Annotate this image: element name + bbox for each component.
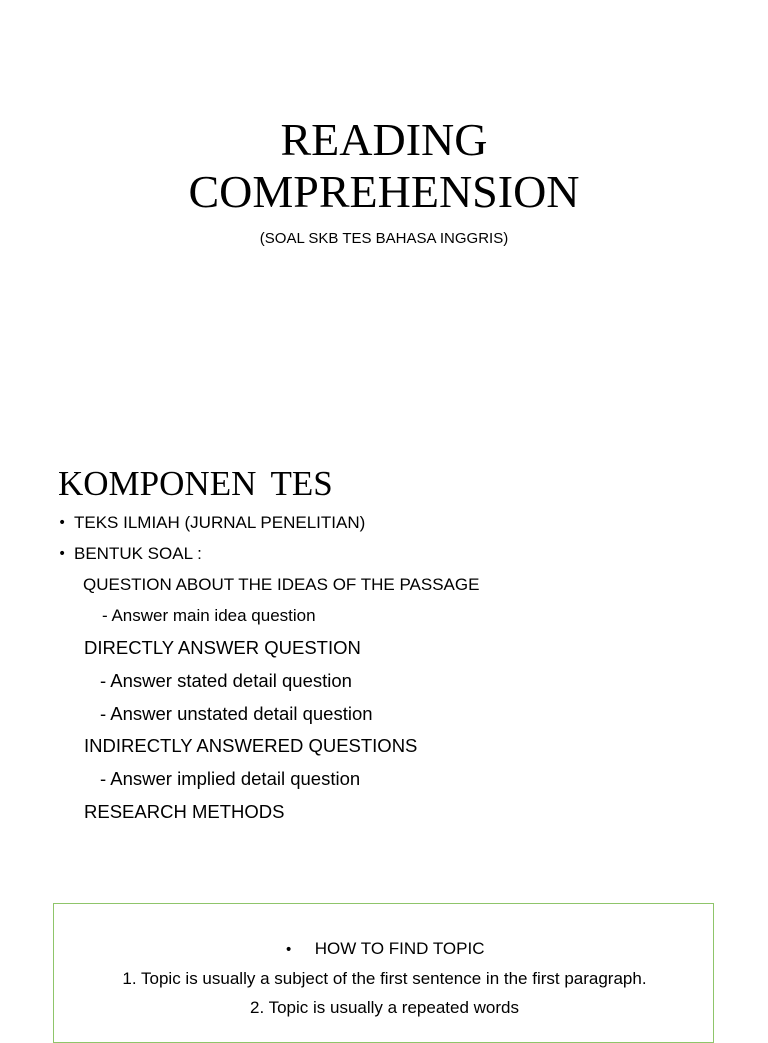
list-item: - Answer unstated detail question (100, 703, 373, 724)
list-item: BENTUK SOAL : (74, 544, 202, 563)
list-item: - Answer stated detail question (100, 670, 352, 691)
list-item: - Answer implied detail question (100, 768, 361, 789)
slide3-heading-text: HOW TO FIND TOPIC (314, 939, 485, 958)
subtitle: (SOAL SKB TES BAHASA INGGRIS) (259, 230, 509, 247)
title-line-2: COMPREHENSION (188, 166, 580, 217)
list-item: 1. Topic is usually a subject of the first sentence in the first paragraph. (122, 969, 647, 988)
list-item: RESEARCH METHODS (84, 801, 285, 822)
bullet-icon: • (58, 515, 67, 531)
bullet-icon: • (284, 942, 293, 958)
slide-how-to-find-topic (53, 903, 714, 1043)
section-heading: KOMPONEN TES (58, 464, 333, 503)
slide-komponen-tes (0, 440, 768, 880)
list-item: INDIRECTLY ANSWERED QUESTIONS (84, 735, 418, 756)
list-item: TEKS ILMIAH (JURNAL PENELITIAN) (74, 513, 366, 532)
title-line-1: READING (280, 114, 488, 165)
list-item: - Answer main idea question (102, 606, 316, 625)
page-title (0, 114, 768, 218)
list-item: 2. Topic is usually a repeated words (249, 998, 519, 1017)
list-item: DIRECTLY ANSWER QUESTION (84, 637, 361, 658)
slide-title (0, 0, 768, 440)
slide3-heading (54, 938, 715, 961)
list-item: QUESTION ABOUT THE IDEAS OF THE PASSAGE (83, 575, 480, 594)
bullet-icon: • (58, 546, 67, 562)
